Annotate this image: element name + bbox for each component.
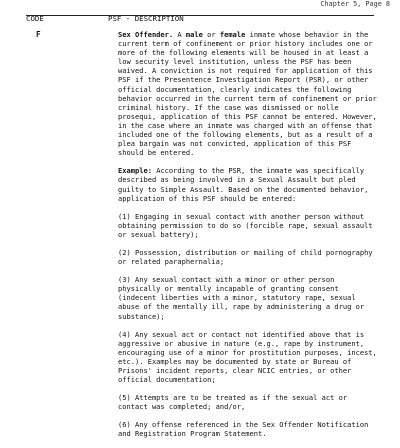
list-item-3: (3) Any sexual contact with a minor or other person physically or mentally incapable of granting consent (indecent liberties with a minor, statutory rape, sexual abuse of the mentally ill, rape by administering a drug or substance); [118, 275, 365, 321]
entry-title: Sex Offender. [118, 30, 174, 39]
example-paragraph [118, 166, 380, 202]
female-term: female [219, 30, 246, 39]
example-text: According to the PSR, the inmate was specifically described as being involved in a Sexual Assault but pled guilty to Simple Assault. Based on the documented behavior, application of this PSF should be entered: [118, 166, 369, 203]
list-item-2: (2) Possession, distribution or mailing of child pornography or related paraphernalia; [118, 247, 373, 267]
column-header-description: PSF - DESCRIPTION [108, 14, 184, 23]
psf-description [118, 30, 380, 448]
page-reference: Chapter 5, Page 8 [320, 0, 390, 8]
column-header-row [26, 14, 374, 23]
male-term: male [185, 30, 203, 39]
example-label: Example: [118, 166, 152, 176]
list-item-6: (6) Any offense referenced in the Sex Offender Notification and Registration Program Statement. [118, 420, 369, 439]
intro-text-a: A [173, 30, 186, 39]
list-item-4: (4) Any sexual act or contact not identified above that is aggressive or abusive in nature (e.g., rape by instrument, encouraging use of a minor for prostitution purposes, incest, etc.). Examples may be documented by state or Bureau of Prisons' incident reports, clear NCIC entries, or other official documentation; [118, 329, 377, 385]
intro-paragraph [118, 30, 380, 157]
list-item-1: (1) Engaging in sexual contact with another person without obtaining permission to do so (forcible rape, sexual assault or sexual battery); [118, 211, 373, 239]
column-header-code: CODE [26, 14, 44, 23]
psf-code: F [36, 30, 41, 39]
intro-text-or: or [202, 30, 220, 39]
list-item-5: (5) Attempts are to be treated as if the sexual act or contact was completed; and/or, [118, 393, 348, 412]
intro-text-rest: inmate whose behavior in the current term of confinement or prior history includes one or more of the following elements will be housed in at least a low security level institution, unless the PSF has been waived. A conviction is not required for application of this PSF if the Presentence Investigation Report (PSR), or other official documentation, clearly indicates the following behavior occurred in the current term of confinement or prior criminal history. If the case was dismissed or nolle prosequi, application of this PSF cannot be entered. However, in the case where an inmate was charged with an offense that included one of the following elements, but as a result of a plea bargain was not convicted, application of this PSF should be entered. [118, 30, 377, 158]
